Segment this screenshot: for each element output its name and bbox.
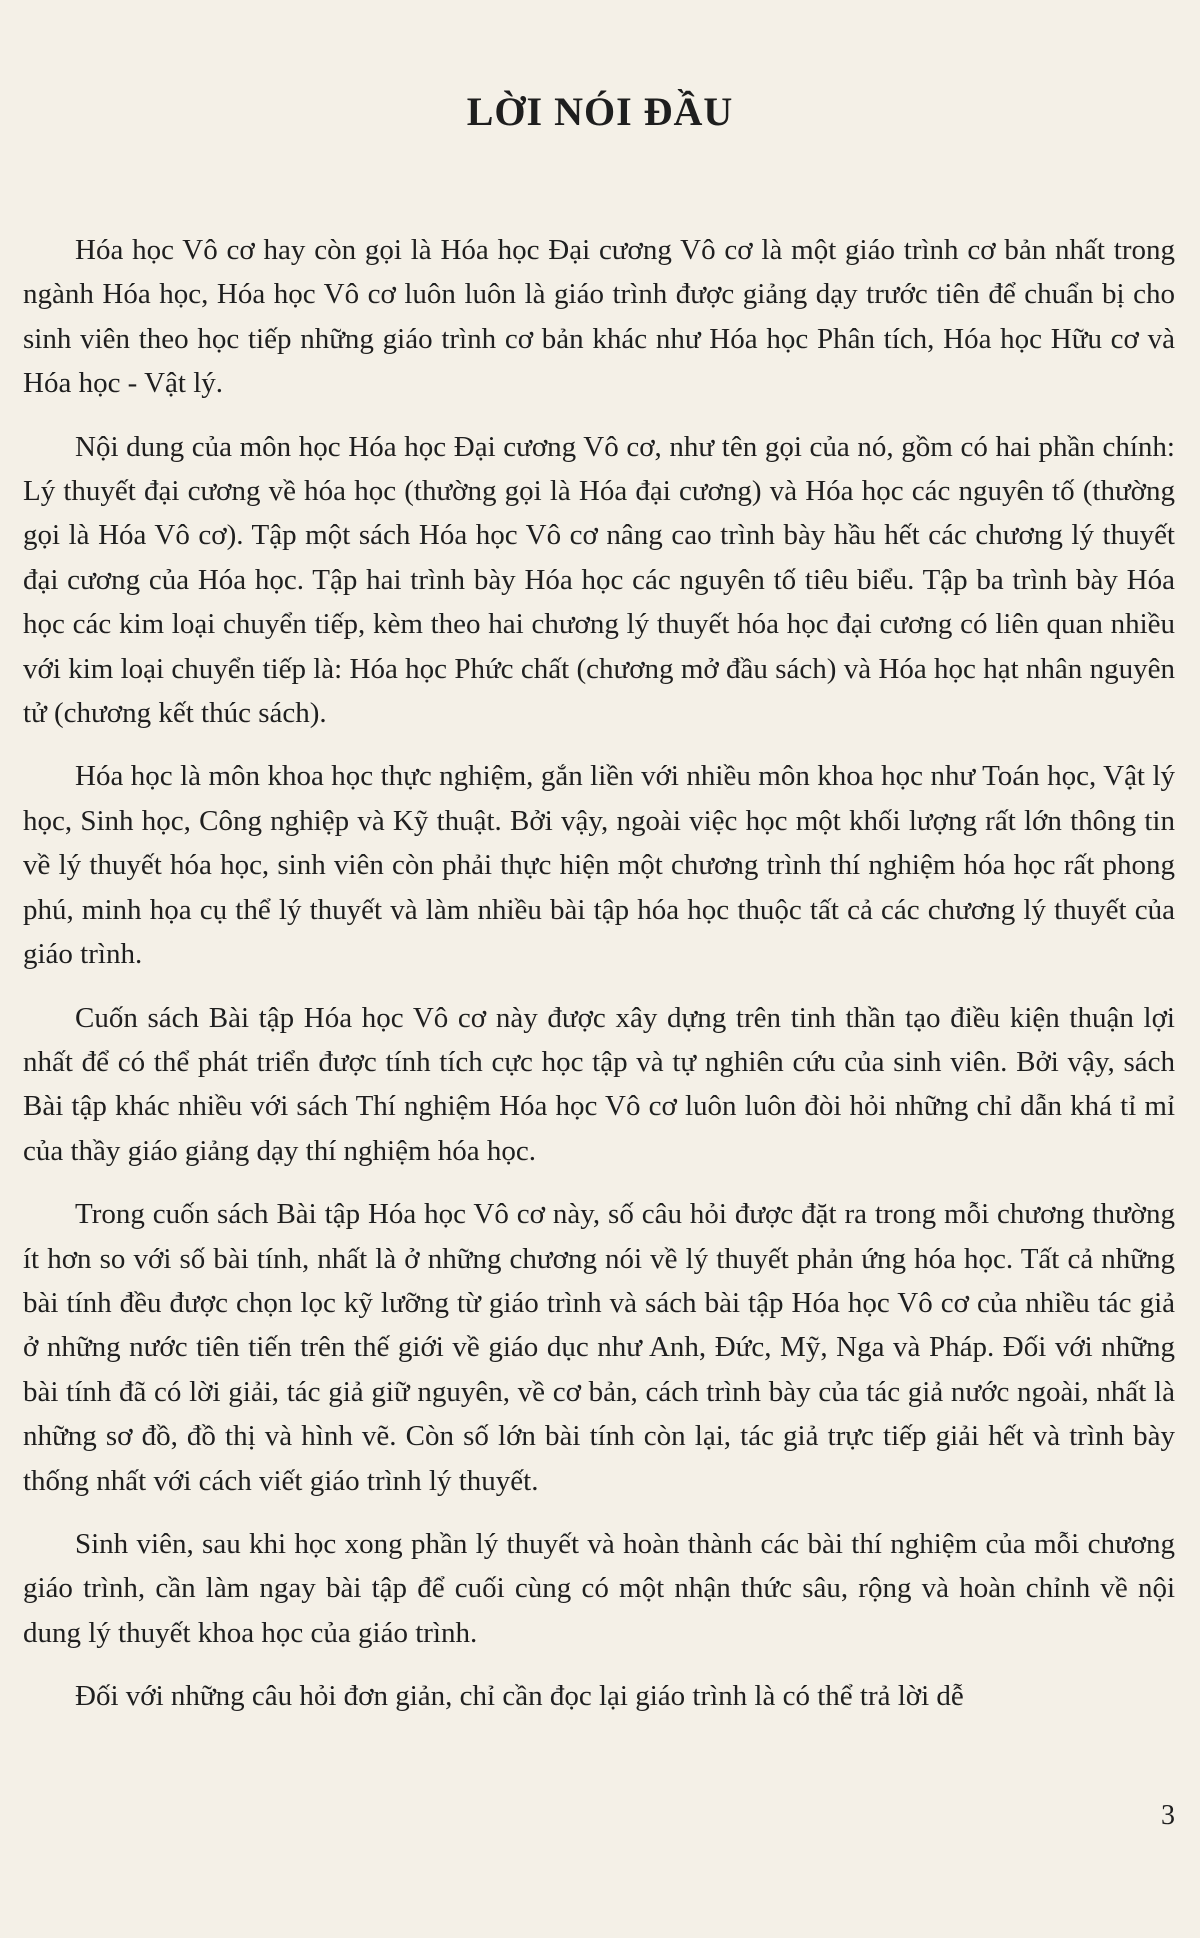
paragraph-6: Sinh viên, sau khi học xong phần lý thuyết và hoàn thành các bài thí nghiệm của mỗi chương giáo trình, cần làm ngay bài tập để cuối cùng có một nhận thức sâu, rộng và hoàn chỉnh về nội dung lý thuyết khoa học của giáo trình.	[23, 1527, 1175, 1649]
paragraph-7: Đối với những câu hỏi đơn giản, chỉ cần đọc lại giáo trình là có thể trả lời dễ	[75, 1680, 964, 1713]
page-number: 3	[1161, 1800, 1175, 1831]
paragraph-2: Nội dung của môn học Hóa học Đại cương Vô cơ, như tên gọi của nó, gồm có hai phần chính: Lý thuyết đại cương về hóa học (thường gọi là Hóa đại cương) và Hóa học các nguyên tố (thường gọi là Hóa Vô cơ). Tập một sách Hóa học Vô cơ nâng cao trình bày hầu hết các chương lý thuyết đại cương của Hóa học. Tập hai trình bày Hóa học các nguyên tố tiêu biểu. Tập ba trình bày Hóa học các kim loại chuyển tiếp, kèm theo hai chương lý thuyết hóa học đại cương có liên quan nhiều với kim loại chuyển tiếp là: Hóa học Phức chất (chương mở đầu sách) và Hóa học hạt nhân nguyên tử (chương kết thúc sách).	[23, 430, 1175, 730]
body-text	[23, 228, 1175, 1738]
paragraph-4: Cuốn sách Bài tập Hóa học Vô cơ này được xây dựng trên tinh thần tạo điều kiện thuận lợi nhất để có thể phát triển được tính tích cực học tập và tự nghiên cứu của sinh viên. Bởi vậy, sách Bài tập khác nhiều với sách Thí nghiệm Hóa học Vô cơ luôn luôn đòi hỏi những chỉ dẫn khá tỉ mỉ của thầy giáo giảng dạy thí nghiệm hóa học.	[23, 1001, 1175, 1167]
paragraph-5: Trong cuốn sách Bài tập Hóa học Vô cơ này, số câu hỏi được đặt ra trong mỗi chương thường ít hơn so với số bài tính, nhất là ở những chương nói về lý thuyết phản ứng hóa học. Tất cả những bài tính đều được chọn lọc kỹ lưỡng từ giáo trình và sách bài tập Hóa học Vô cơ của nhiều tác giả ở những nước tiên tiến trên thế giới về giáo dục như Anh, Đức, Mỹ, Nga và Pháp. Đối với những bài tính đã có lời giải, tác giả giữ nguyên, về cơ bản, cách trình bày của tác giả nước ngoài, nhất là những sơ đồ, đồ thị và hình vẽ. Còn số lớn bài tính còn lại, tác giả trực tiếp giải hết và trình bày thống nhất với cách viết giáo trình lý thuyết.	[23, 1198, 1175, 1497]
paragraph-1: Hóa học Vô cơ hay còn gọi là Hóa học Đại cương Vô cơ là một giáo trình cơ bản nhất trong ngành Hóa học, Hóa học Vô cơ luôn luôn là giáo trình được giảng dạy trước tiên để chuẩn bị cho sinh viên theo học tiếp những giáo trình cơ bản khác như Hóa học Phân tích, Hóa học Hữu cơ và Hóa học - Vật lý.	[23, 234, 1175, 400]
paragraph-3: Hóa học là môn khoa học thực nghiệm, gắn liền với nhiều môn khoa học như Toán học, Vật lý học, Sinh học, Công nghiệp và Kỹ thuật. Bởi vậy, ngoài việc học một khối lượng rất lớn thông tin về lý thuyết hóa học, sinh viên còn phải thực hiện một chương trình thí nghiệm hóa học rất phong phú, minh họa cụ thể lý thuyết và làm nhiều bài tập hóa học thuộc tất cả các chương lý thuyết của giáo trình.	[23, 760, 1175, 971]
page-title: LỜI NÓI ĐẦU	[466, 89, 734, 134]
